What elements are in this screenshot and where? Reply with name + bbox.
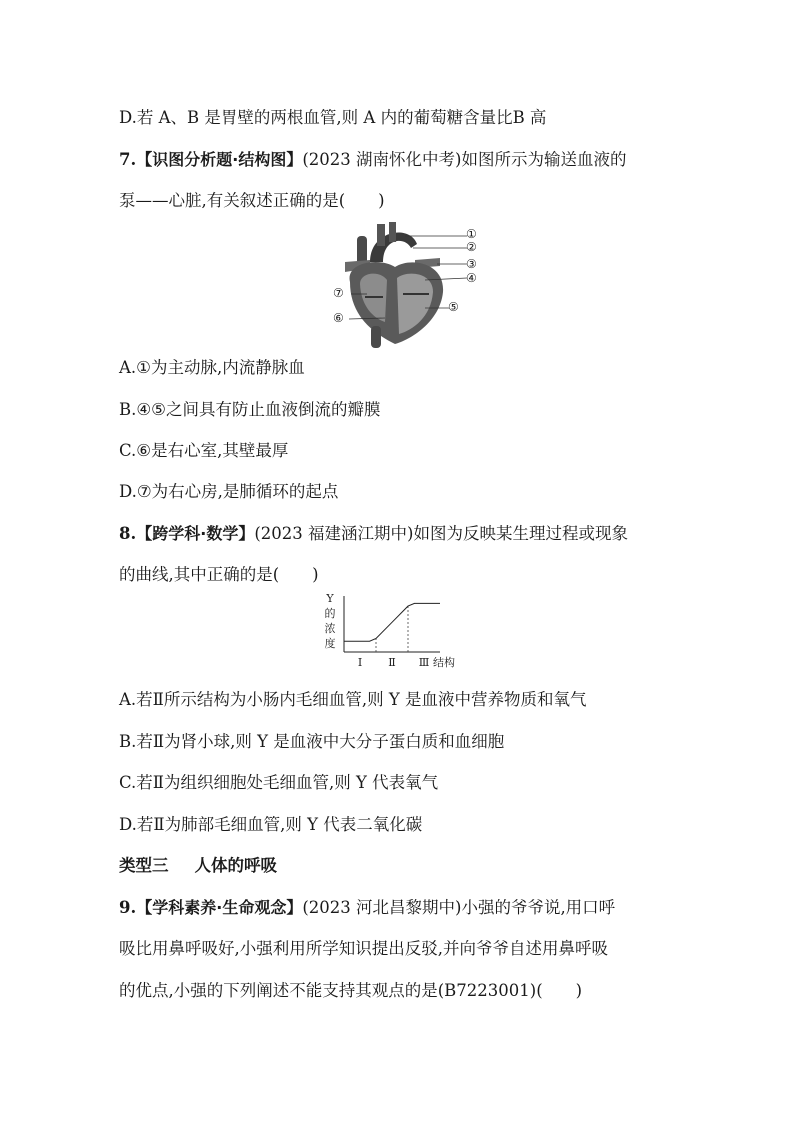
- q9-stem-line2: 吸比用鼻呼吸好,小强利用所学知识提出反驳,并向爷爷自述用鼻呼吸: [119, 939, 608, 958]
- q7-option-b: B.④⑤之间具有防止血液倒流的瓣膜: [119, 400, 381, 419]
- q9-stem-line1: [119, 898, 615, 918]
- label-6: ⑥: [333, 311, 344, 325]
- q6-option-d: D.若 A、B 是胃壁的两根血管,则 A 内的葡萄糖含量比B 高: [119, 108, 547, 127]
- q9-tag: 【学科素养·生命观念】: [136, 898, 303, 917]
- y-label-char: Y: [326, 592, 334, 605]
- y-label-char: 度: [324, 637, 336, 650]
- q8-option-d: D.若Ⅱ为肺部毛细血管,则 Y 代表二氧化碳: [119, 815, 423, 834]
- label-4: ④: [466, 271, 477, 285]
- series-line: [344, 603, 440, 641]
- x-tick-label: Ⅰ: [357, 656, 363, 669]
- q7-stem-line1: [119, 150, 626, 170]
- q7-number: 7.: [119, 150, 137, 169]
- label-2: ②: [466, 240, 477, 254]
- y-axis-label: [325, 592, 336, 650]
- label-7: ⑦: [333, 286, 344, 300]
- q8-tag: 【跨学科·数学】: [136, 524, 255, 543]
- q7-option-d: D.⑦为右心房,是肺循环的起点: [119, 482, 339, 501]
- section-heading: [119, 856, 277, 876]
- chart-svg: [318, 590, 468, 682]
- q9-number: 9.: [119, 898, 137, 917]
- q8-number: 8.: [119, 524, 137, 543]
- q9-stem-text: (2023 河北昌黎期中)小强的爷爷说,用口呼: [302, 898, 616, 917]
- x-tick-label: Ⅱ: [388, 656, 396, 669]
- label-3: ③: [466, 257, 477, 271]
- q7-stem-line2: 泵——心脏,有关叙述正确的是( ): [119, 191, 385, 210]
- y-label-char: 浓: [324, 622, 336, 635]
- heart-figure: [325, 222, 475, 350]
- q7-option-a: A.①为主动脉,内流静脉血: [119, 358, 305, 377]
- q9-stem-line3: 的优点,小强的下列阐述不能支持其观点的是(B7223001)( ): [119, 981, 583, 1000]
- section-title: 人体的呼吸: [194, 856, 277, 875]
- q8-option-b: B.若Ⅱ为肾小球,则 Y 是血液中大分子蛋白质和血细胞: [119, 732, 505, 751]
- q7-tag: 【识图分析题·结构图】: [136, 150, 303, 169]
- label-1: ①: [466, 227, 477, 241]
- q7-stem-text: (2023 湖南怀化中考)如图所示为输送血液的: [302, 150, 627, 169]
- y-label-char: 的: [324, 607, 336, 620]
- q8-option-c: C.若Ⅱ为组织细胞处毛细血管,则 Y 代表氧气: [119, 773, 439, 792]
- x-axis-label: 结构: [433, 656, 455, 669]
- region-dividers: [376, 606, 408, 652]
- q8-option-a: A.若Ⅱ所示结构为小肠内毛细血管,则 Y 是血液中营养物质和氧气: [119, 690, 587, 709]
- section-label: 类型三: [119, 856, 169, 875]
- concentration-chart: [318, 590, 468, 682]
- x-tick-label: Ⅲ: [418, 656, 430, 669]
- q8-stem-line2: 的曲线,其中正确的是( ): [119, 565, 319, 584]
- label-5: ⑤: [448, 300, 459, 314]
- q8-stem-line1: [119, 524, 628, 544]
- x-tick-labels: [358, 656, 429, 669]
- q8-stem-text: (2023 福建涵江期中)如图为反映某生理过程或现象: [254, 524, 628, 543]
- q7-option-c: C.⑥是右心室,其壁最厚: [119, 441, 289, 460]
- leader-lines: [325, 222, 475, 350]
